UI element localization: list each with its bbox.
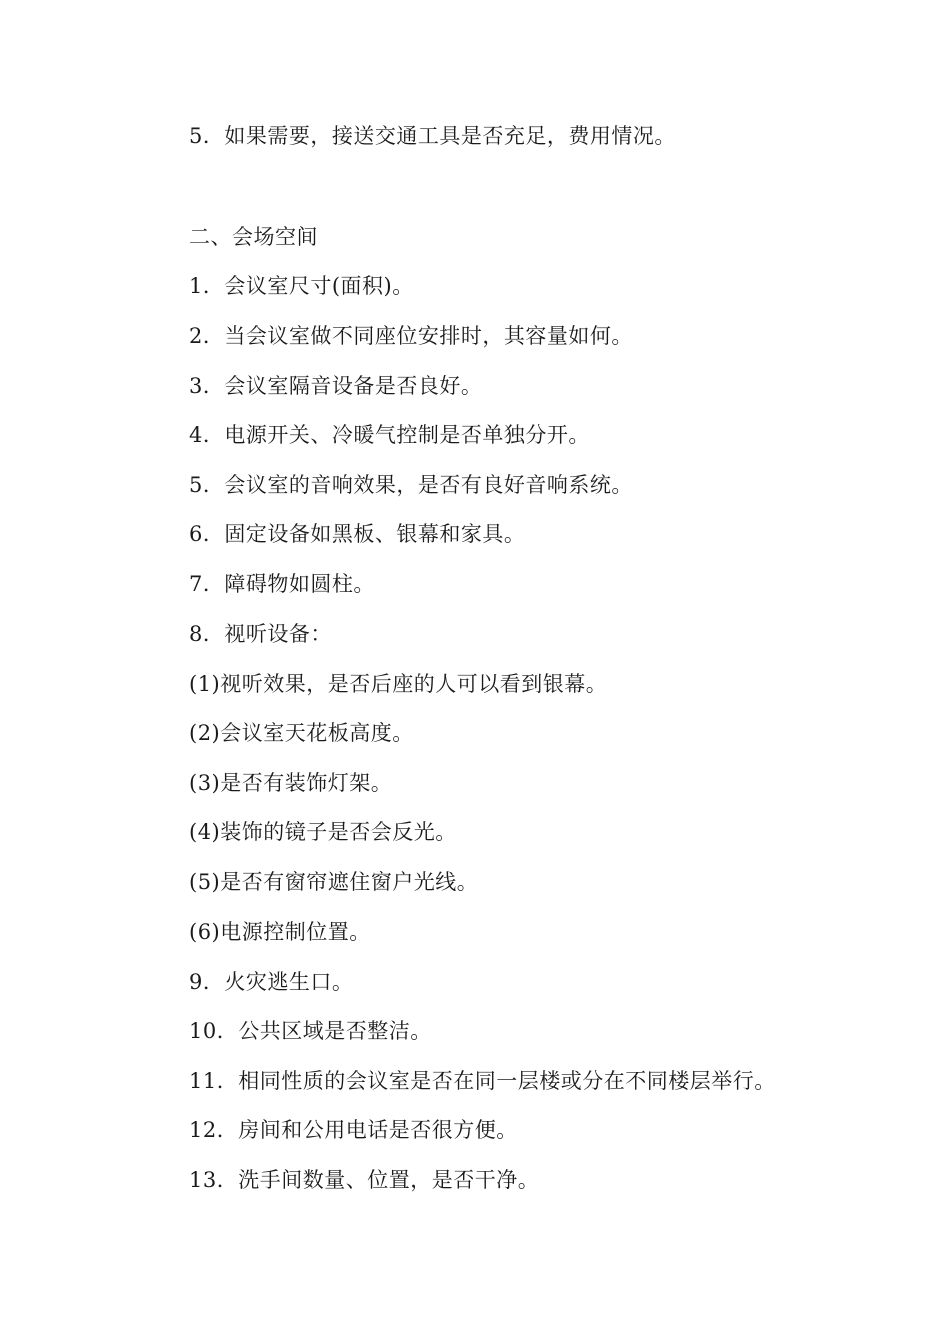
text-line: (5)是否有窗帘遮住窗户光线。	[189, 870, 479, 894]
text-line: 9．火灾逃生口。	[189, 970, 354, 994]
text-line: 13．洗手间数量、位置，是否干净。	[189, 1168, 540, 1192]
text-line: (1)视听效果，是否后座的人可以看到银幕。	[189, 672, 608, 696]
text-line: 5．会议室的音响效果，是否有良好音响系统。	[189, 473, 633, 497]
text-line: (6)电源控制位置。	[189, 920, 371, 944]
text-line: 4．电源开关、冷暖气控制是否单独分开。	[189, 423, 590, 447]
text-line: (2)会议室天花板高度。	[189, 721, 414, 745]
text-line: (4)装饰的镜子是否会反光。	[189, 820, 457, 844]
text-line: 5．如果需要，接送交通工具是否充足，费用情况。	[189, 124, 676, 148]
text-line: 3．会议室隔音设备是否良好。	[189, 374, 483, 398]
section-heading: 二、会场空间	[189, 225, 318, 249]
text-line: 2．当会议室做不同座位安排时，其容量如何。	[189, 324, 633, 348]
text-line: 10．公共区域是否整洁。	[189, 1019, 432, 1043]
text-line: 11．相同性质的会议室是否在同一层楼或分在不同楼层举行。	[189, 1069, 776, 1093]
text-line: 8．视听设备：	[189, 622, 332, 646]
text-line: (3)是否有装饰灯架。	[189, 771, 393, 795]
text-line: 1．会议室尺寸(面积)。	[189, 274, 414, 298]
text-line: 12．房间和公用电话是否很方便。	[189, 1118, 518, 1142]
text-line: 7．障碍物如圆柱。	[189, 572, 375, 596]
text-line: 6．固定设备如黑板、银幕和家具。	[189, 522, 526, 546]
